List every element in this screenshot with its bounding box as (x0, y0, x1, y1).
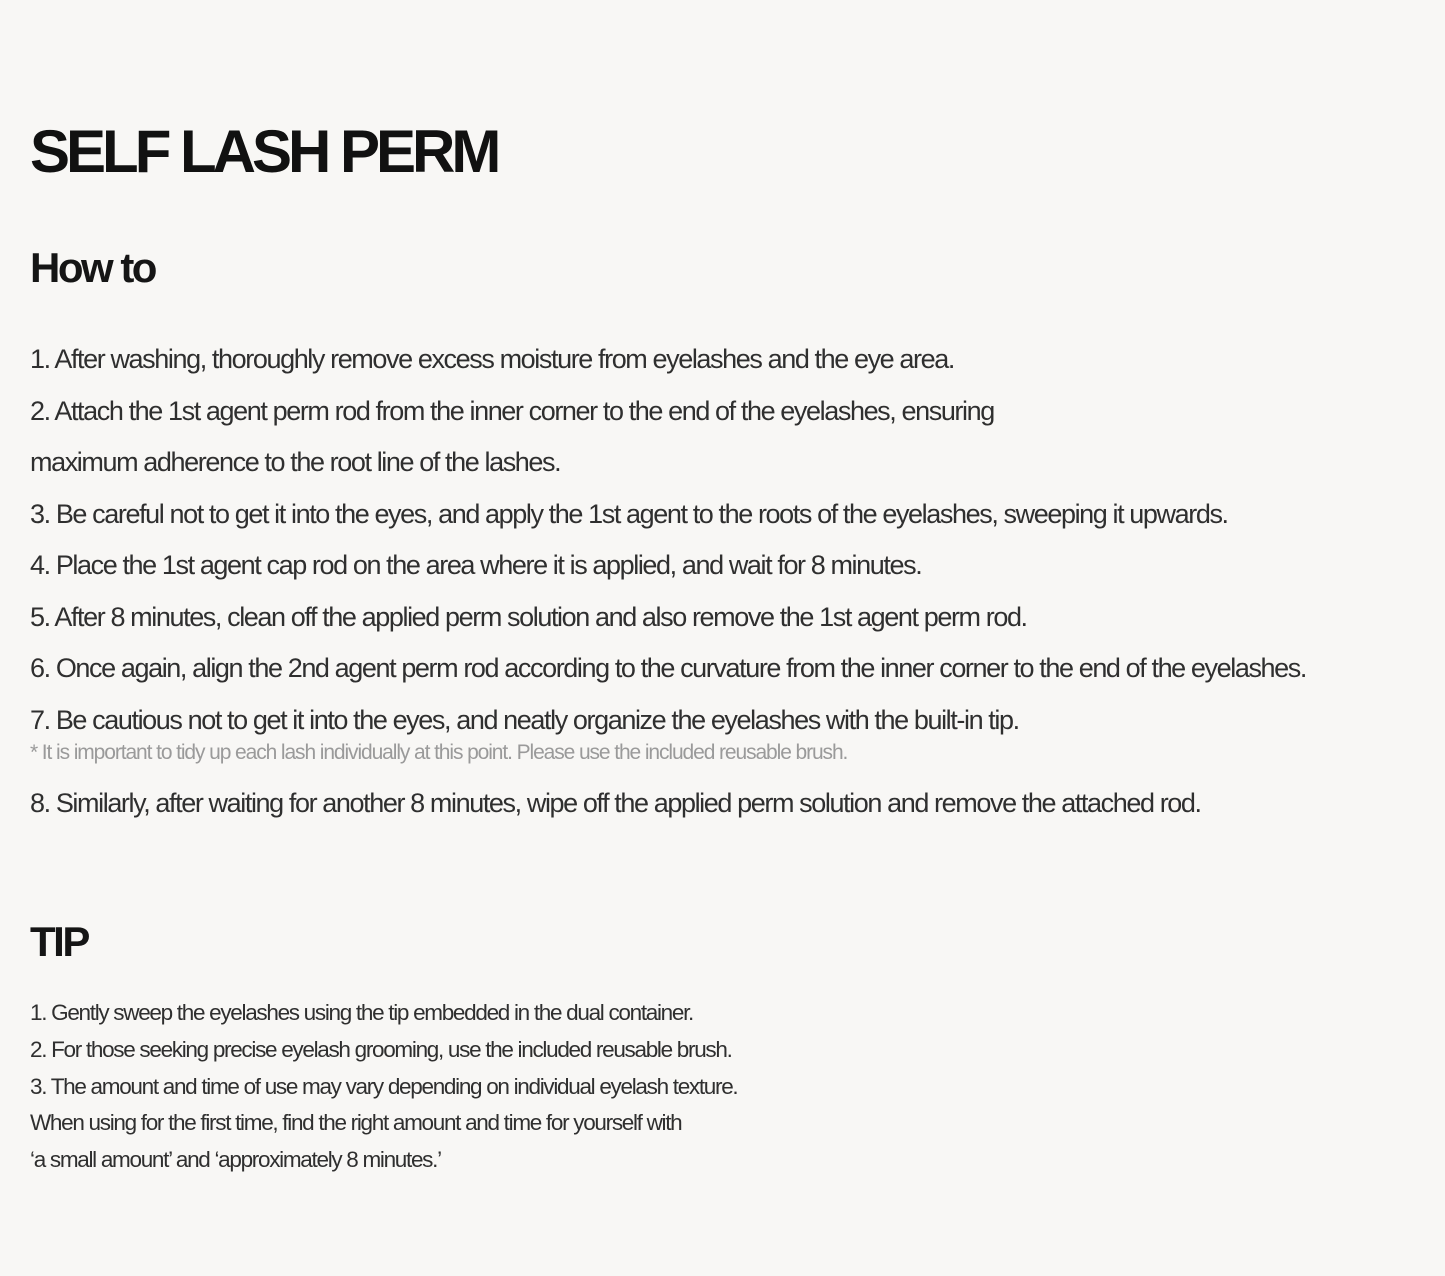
tip-1: 1. Gently sweep the eyelashes using the tip embedded in the dual container. (30, 1000, 694, 1025)
step-2: 2. Attach the 1st agent perm rod from the inner corner to the end of the eyelashes, ensuring (30, 395, 994, 426)
how-to-heading: How to (30, 244, 155, 291)
tip-heading: TIP (30, 918, 88, 965)
tip-2: 2. For those seeking precise eyelash grooming, use the included reusable brush. (30, 1036, 732, 1062)
tip-3-continued-2: ‘a small amount’ and ‘approximately 8 minutes.’ (30, 1147, 441, 1173)
step-4: 4. Place the 1st agent cap rod on the area where it is applied, and wait for 8 minutes. (30, 550, 922, 580)
step-2-continued: maximum adherence to the root line of the lashes. (30, 447, 561, 477)
step-5: 5. After 8 minutes, clean off the applied perm solution and also remove the 1st agent perm rod. (30, 601, 1027, 632)
page-title: SELF LASH PERM (30, 118, 498, 185)
step-7-note: * It is important to tidy up each lash individually at this point. Please use the included reusable brush. (30, 741, 848, 764)
step-7: 7. Be cautious not to get it into the eyes, and neatly organize the eyelashes with the built-in tip. (30, 704, 1019, 735)
step-1: 1. After washing, thoroughly remove excess moisture from eyelashes and the eye area. (30, 344, 954, 374)
step-3: 3. Be careful not to get it into the eyes, and apply the 1st agent to the roots of the eyelashes, sweeping it upwards. (30, 498, 1228, 529)
step-6: 6. Once again, align the 2nd agent perm rod according to the curvature from the inner corner to the end of the eyelashes. (30, 653, 1306, 683)
tip-3: 3. The amount and time of use may vary depending on individual eyelash texture. (30, 1073, 738, 1099)
tip-list (30, 995, 737, 1179)
how-to-steps (30, 334, 1306, 830)
step-8: 8. Similarly, after waiting for another 8 minutes, wipe off the applied perm solution and remove the attached rod. (30, 788, 1201, 818)
tip-3-continued: When using for the first time, find the right amount and time for yourself with (30, 1110, 682, 1136)
